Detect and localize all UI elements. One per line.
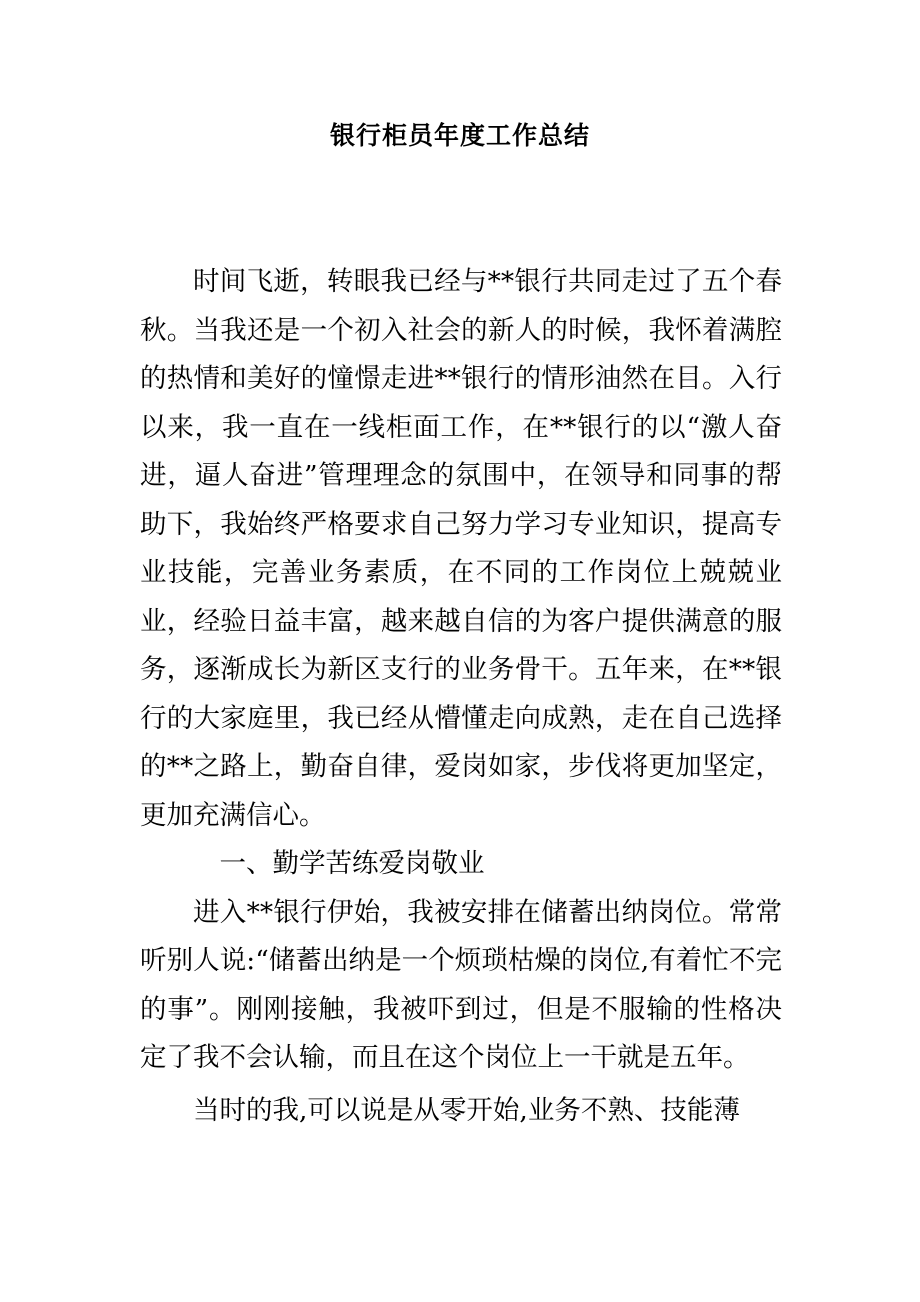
section-paragraph-2: 当时的我,可以说是从零开始,业务不熟、技能薄 (193, 1094, 740, 1126)
intro-paragraph: 时间飞逝，转眼我已经与**银行共同走过了五个春秋。当我还是一个初入社会的新人的时候，我怀着满腔的热情和美好的憧憬走进**银行的情形油然在目。入行以来，我一直在一线柜面工作，在**银行的以“激人奋进，逼人奋进”管理理念的氛围中，在领导和同事的帮助下，我始终严格要求自己努力学习专业知识，提高专业技能，完善业务素质，在不同的工作岗位上兢兢业业，经验日益丰富，越来越自信的为客户提供满意的服务，逐渐成长为新区支行的业务骨干。五年来，在**银行的大家庭里，我已经从懵懂走向成熟，走在自己选择的**之路上，勤奋自律，爱岗如家，步伐将更加坚定，更加充满信心。 (140, 266, 782, 831)
document-title: 银行柜员年度工作总结 (329, 121, 590, 150)
section-paragraph-1: 进入**银行伊始，我被安排在储蓄出纳岗位。常常听别人说:“储蓄出纳是一个烦琐枯燥的岗位,有着忙不完的事”。刚刚接触，我被吓到过，但是不服输的性格决定了我不会认输，而且在这个岗位上一干就是五年。 (140, 896, 782, 1073)
document-body (140, 258, 782, 1135)
section-heading: 一、勤学苦练爱岗敬业 (219, 848, 485, 879)
